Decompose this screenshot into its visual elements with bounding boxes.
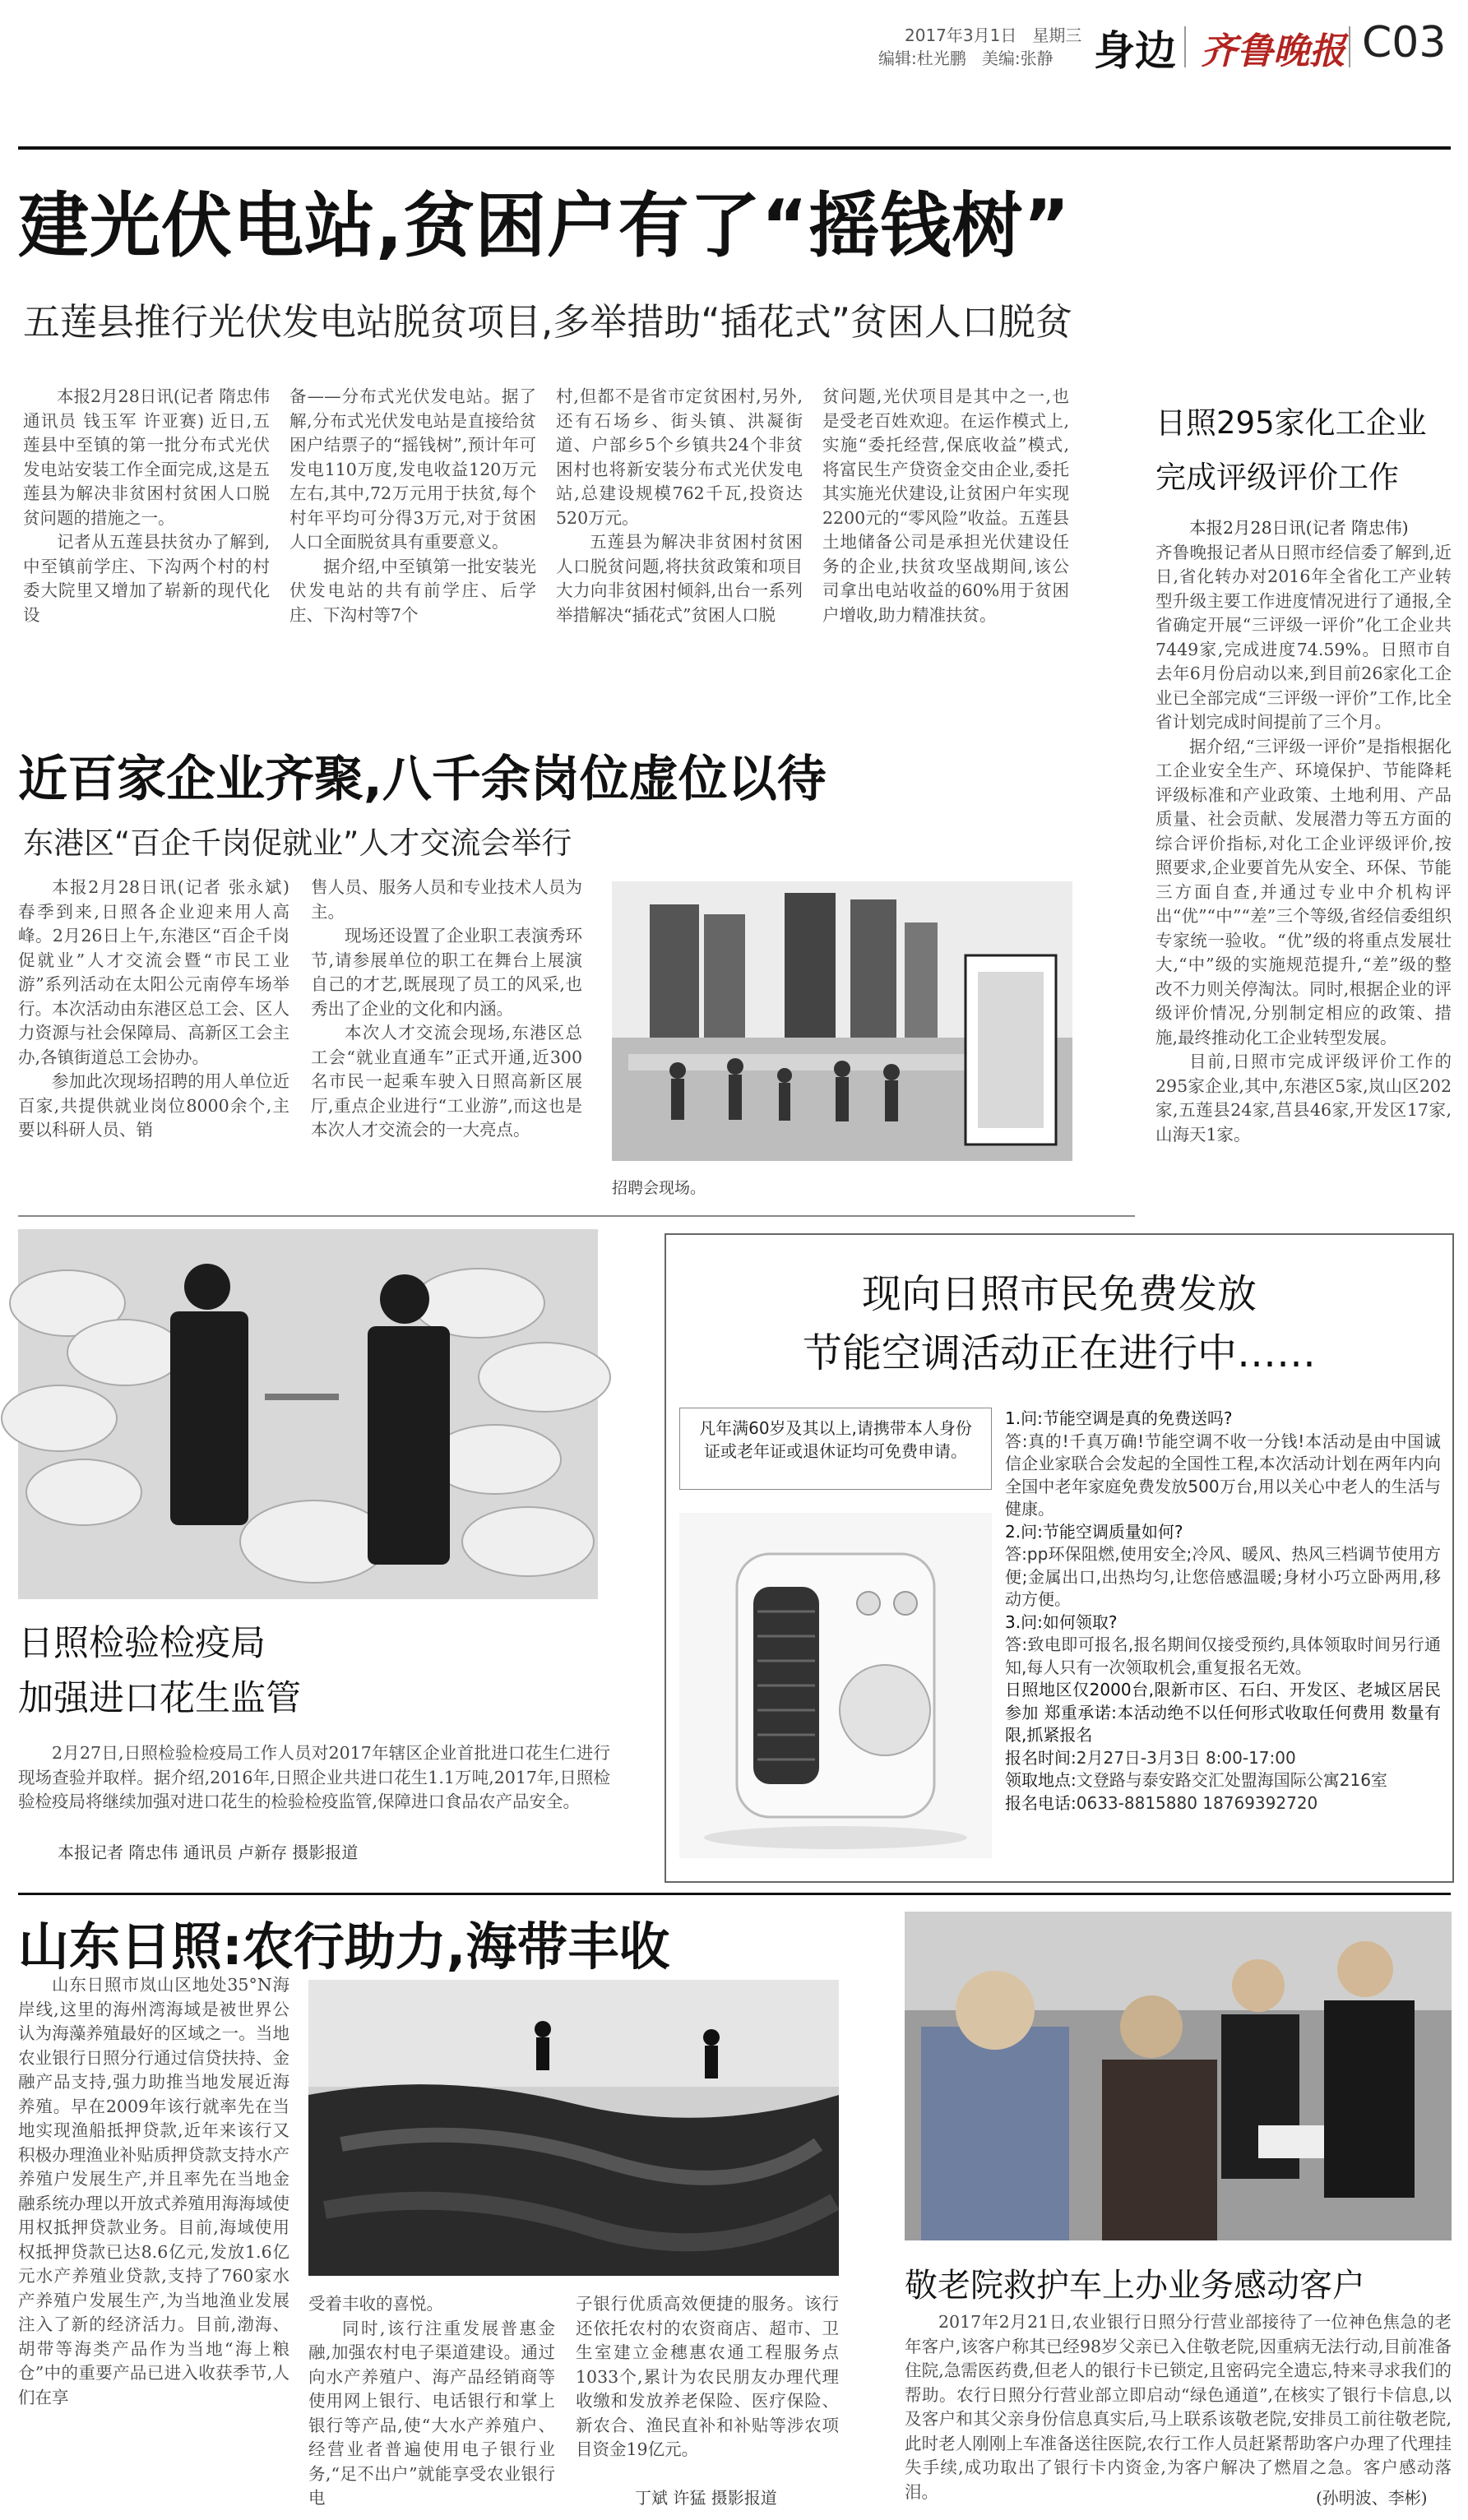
designer-name: 美编:张静 — [981, 49, 1054, 68]
story1-col1-p1: 本报2月28日讯(记者 隋忠伟 通讯员 钱玉军 许亚赛) 近日,五莲县中至镇的第一批分布式光伏发电站安装工作全面完成,这是五莲县为解决非贫困村贫困人口脱贫问题的措施之一。 — [23, 386, 270, 528]
story6-headline: 敬老院救护车上办业务感动客户 — [905, 2267, 1365, 2305]
paper-logo: 齐鲁晚报 — [1201, 30, 1345, 72]
issue-date-line — [905, 23, 1081, 48]
story1-col1 — [23, 385, 270, 681]
story2-headline-2: 完成评级评价工作 — [1155, 460, 1399, 495]
story1-col4 — [822, 385, 1069, 681]
masthead-divider — [1184, 26, 1186, 67]
story6-body-text: 2017年2月21日,农业银行日照分行营业部接待了一位神色焦急的老年客户,该客户称其已经98岁父亲已入住敬老院,因重病无法行动,目前准备住院,急需医药费,但老人的银行卡已锁定,且密码完全遗忘,特来寻求我们的帮助。农行日照分行营业部立即启动“绿色通道”,在核实了银行卡信息,以及客户和其父亲身份信息真实后,马上联系该敬老院,安排员工前往敬老院,此时老人刚刚上车准备送往医院,农行工作人员赶紧帮助客户办理了代理挂失手续,成功取出了银行卡内资金,为客户解决了燃眉之急。客户感动落泪。 — [905, 2312, 1452, 2502]
masthead-divider-2 — [1349, 26, 1350, 67]
story5-byline: 丁斌 许猛 摄影报道 — [635, 2488, 777, 2508]
story1-col2-p1: 备——分布式光伏发电站。据了解,分布式光伏发电站是直接给贫困户结票子的“摇钱树”,预计年可发电110万度,发电收益120万元左右,其中,72万元用于扶贫,每个村年平均可分得3万元,对于贫困人口全面脱贫具有重要意义。 — [289, 386, 536, 552]
ad-title-2: 节能空调活动正在进行中…… — [802, 1330, 1316, 1376]
ad-title-1: 现向日照市民免费发放 — [861, 1271, 1257, 1317]
kelp-photo — [308, 1980, 839, 2276]
ad-place-label: 领取地点: — [1005, 1770, 1077, 1790]
kelp-harvest-illustration — [308, 1980, 839, 2276]
ad-a3: 答:致电即可报名,报名期间仅接受预约,具体领取时间另行通知,每人只有一次领取机会,重复报名无效。 — [1005, 1635, 1441, 1677]
editor-name: 编辑:杜光鹏 — [878, 49, 966, 68]
story5-col1 — [18, 1973, 289, 2516]
issue-weekday: 星期三 — [1032, 25, 1082, 45]
inspection-illustration — [18, 1229, 598, 1599]
story5-col3 — [576, 2292, 839, 2481]
nursing-home-photo — [905, 1912, 1452, 2240]
story2-headline-1: 日照295家化工企业 — [1155, 405, 1427, 441]
story5-headline: 山东日照:农行助力,海带丰收 — [18, 1917, 670, 1977]
story5-col2-p2: 同时,该行注重发展普惠金融,加强农村电子渠道建设。通过向水产养殖户、海产品经销商等使用网上银行、电话银行和掌上银行等产品,使“大水产养殖户、经营业者普遍使用电子银行业务,“足不出户”就能享受农业银行电 — [308, 2318, 555, 2508]
story5-col2 — [308, 2292, 555, 2508]
ad-phone-label: 报名电话: — [1005, 1792, 1077, 1813]
story4-headline-2: 加强进口花生监管 — [18, 1678, 301, 1719]
story6-byline: (孙明波、李彬) — [1316, 2488, 1428, 2508]
story2-p3: 目前,日照市完成评级评价工作的295家企业,其中,东港区5家,岚山区202家,五莲县24家,莒县46家,开发区17家,山海天1家。 — [1155, 1052, 1452, 1144]
story2-p2: 据介绍,“三评级一评价”是指根据化工企业安全生产、环境保护、节能降耗评级标准和产业政策、土地利用、产品质量、社会贡献、发展潜力等五方面的综合评价指标,对化工企业评级评价,按照要求,企业要首先从安全、环保、节能三方面自查,并通过专业中介机构评出“优”“中”“差”三个等级,省经信委组织专家统一验收。“优”级的将重点发展壮大,“中”级的实施规范提升,“差”级的整改不力则关停淘汰。同时,根据企业的评级评价情况,分别制定相应的政策、措施,最终推动化工企业转型发展。 — [1155, 736, 1452, 1047]
story6-body — [905, 2310, 1452, 2508]
story1-col2-p2: 据介绍,中至镇第一批安装光伏发电站的共有前学庄、后学庄、下沟村等7个 — [289, 556, 536, 625]
ad-a1: 答:真的!千真万确!节能空调不收一分钱!本活动是由中国诚信企业家联合会发起的全国性工程,本次活动计划在两年内向全国中老年家庭免费发放500万台,用以关心中老人的生活与健康。 — [1005, 1431, 1441, 1519]
story2-p1: 齐鲁晚报记者从日照市经信委了解到,近日,省化转办对2016年全省化工产业转型升级主要工作进度情况进行了通报,全省确定开展“三评级一评价”化工企业共7449家,完成进度74.59%。日照市自去年6月份启动以来,到目前26家化工企业已全部完成“三评级一评价”工作,比全省计划完成时间提前了三个月。 — [1155, 542, 1452, 732]
story2-body — [1155, 516, 1452, 1195]
ad-place: 文登路与泰安路交汇处盟海国际公寓216室 — [1076, 1770, 1387, 1790]
ad-time-label: 报名时间: — [1005, 1747, 1077, 1768]
ad-phone: 0633-8815880 18769392720 — [1076, 1792, 1318, 1813]
story3-subhead: 东港区“百企千岗促就业”人才交流会举行 — [23, 825, 572, 861]
story4-body — [18, 1741, 610, 1840]
story2-byline: 本报2月28日讯(记者 隋忠伟) — [1189, 518, 1409, 538]
story1-subhead: 五莲县推行光伏发电站脱贫项目,多举措助“插花式”贫困人口脱贫 — [23, 300, 1072, 344]
top-rule — [18, 146, 1451, 150]
job-fair-illustration — [612, 881, 1072, 1161]
story4-headline-1: 日照检验检疫局 — [18, 1623, 266, 1664]
story4-body-text: 2月27日,日照检验检疫局工作人员对2017年辖区企业首批进口花生仁进行现场查验并取样。据介绍,2016年,日照企业共进口花生1.1万吨,2017年,日照检验检疫局将继续加强对进口花生的检验检疫监管,保障进口食品农产品安全。 — [18, 1743, 610, 1811]
ad-faq — [1005, 1408, 1441, 1868]
bank-staff-illustration — [905, 1912, 1452, 2240]
story1-col3-p2: 五莲县为解决非贫困村贫困人口脱贫问题,将扶贫政策和项目大力向非贫困村倾斜,出台一系列举措解决“插花式”贫困人口脱 — [556, 532, 803, 625]
ad-a2: 答:pp环保阻燃,使用安全;冷风、暖风、热风三档调节使用方便;金属出口,出热均匀,让您倍感温暖;身材小巧立卧两用,移动方便。 — [1005, 1544, 1441, 1609]
story3-col1 — [18, 876, 289, 1196]
inspection-photo — [18, 1229, 598, 1599]
story5-col3-p1: 子银行优质高效便捷的服务。该行还依托农村的农资商店、超市、卫生室建立金穗惠农通工程服务点1033个,累计为农民朋友办理代理收缴和发放养老保险、医疗保险、新农合、渔民直补和补贴等涉农项目资金19亿元。 — [576, 2294, 839, 2459]
ad-areas: 日照地区仅2000台,限新市区、石臼、开发区、老城区居民参加 郑重承诺:本活动绝不以任何形式收取任何费用 数量有限,抓紧报名 — [1005, 1680, 1441, 1745]
heater-photo — [679, 1513, 992, 1858]
ad-time: 2月27日-3月3日 8:00-17:00 — [1076, 1747, 1296, 1768]
story1-col3-p1: 村,但都不是省市定贫困村,另外,还有石场乡、街头镇、洪凝街道、户部乡5个乡镇共24个非贫困村也将新安装分布式光伏发电站,总建设规模762千瓦,投资达520万元。 — [556, 386, 803, 528]
editor-line — [878, 46, 1054, 71]
job-fair-photo — [612, 881, 1072, 1161]
story1-col2 — [289, 385, 536, 681]
story1-col1-p2: 记者从五莲县扶贫办了解到,中至镇前学庄、下沟两个村的村委大院里又增加了崭新的现代化设 — [23, 532, 270, 625]
story1-col3 — [556, 385, 803, 681]
heater-icon — [679, 1513, 992, 1858]
ad-q2: 2.问:节能空调质量如何? — [1005, 1521, 1183, 1542]
story3-col2-p2: 现场还设置了企业职工表演秀环节,请参展单位的职工在舞台上展演自己的才艺,既展现了员工的风采,也秀出了企业的文化和内涵。 — [311, 926, 582, 1019]
ad-notice: 凡年满60岁及其以上,请携带本人身份证或老年证或退休证均可免费申请。 — [679, 1408, 992, 1490]
story3-col2-p3: 本次人才交流会现场,东港区总工会“就业直通车”正式开通,近300名市民一起乘车驶入日照高新区展厅,重点企业进行“工业游”,而这也是本次人才交流会的一大亮点。 — [311, 1023, 582, 1140]
section-title: 身边 — [1094, 27, 1176, 75]
section-divider — [18, 1215, 1135, 1217]
story3-headline: 近百家企业齐聚,八千余岗位虚位以待 — [18, 751, 827, 808]
job-fair-caption: 招聘会现场。 — [612, 1179, 706, 1197]
page-number: C03 — [1362, 18, 1447, 67]
ad-q1: 1.问:节能空调是真的免费送吗? — [1005, 1408, 1233, 1428]
story1-col4-p1: 贫问题,光伏项目是其中之一,也是受老百姓欢迎。在运作模式上,实施“委托经营,保底收益”模式,将富民生产贷资金交由企业,委托其实施光伏建设,让贫困户年实现2200元的“零风险”收益。五莲县土地储备公司是承担光伏建设任务的企业,扶贫攻坚战期间,该公司拿出电站收益的60%用于贫困户增收,助力精准扶贫。 — [822, 386, 1069, 625]
mid-rule — [18, 1893, 1451, 1895]
story3-col2-p1: 售人员、服务人员和专业技术人员为主。 — [311, 877, 582, 922]
story3-col1-p2: 参加此次现场招聘的用人单位近百家,共提供就业岗位8000余个,主要以科研人员、销 — [18, 1071, 289, 1140]
issue-date: 2017年3月1日 — [905, 25, 1017, 45]
story4-byline: 本报记者 隋忠伟 通讯员 卢新存 摄影报道 — [58, 1843, 359, 1862]
story1-headline: 建光伏电站,贫困户有了“摇钱树” — [18, 185, 1071, 267]
ad-q3: 3.问:如何领取? — [1005, 1611, 1118, 1632]
story3-col1-p1: 本报2月28日讯(记者 张永斌) 春季到来,日照各企业迎来用人高峰。2月26日上午,东港区“百企千岗促就业”人才交流会暨“市民工业游”系列活动在太阳公元南停车场举行。本次活动由东港区总工会、区人力资源与社会保障局、高新区工会主办,各镇街道总工会协办。 — [18, 877, 289, 1067]
story5-col2-p1: 受着丰收的喜悦。 — [308, 2294, 443, 2314]
story3-col2 — [311, 876, 582, 1196]
story5-col1-p1: 山东日照市岚山区地处35°N海岸线,这里的海州湾海域是被世界公认为海藻养殖最好的区域之一。当地农业银行日照分行通过信贷扶持、金融产品支持,强力助推当地发展近海养殖。早在2009年该行就率先在当地实现渔船抵押贷款,近年来该行又积极办理渔业补贴质押贷款支持水产养殖户发展生产,并且率先在当地金融系统办理以开放式养殖用海海域使用权抵押贷款业务。目前,海域使用权抵押贷款已达8.6亿元,发放1.6亿元水产养殖业贷款,支持了760家水产养殖户发展生产,为当地渔业发展注入了新的经济活力。目前,渤海、胡带等海类产品作为当地“海上粮仓”中的重要产品已进入收获季节,人们在享 — [18, 1975, 289, 2407]
